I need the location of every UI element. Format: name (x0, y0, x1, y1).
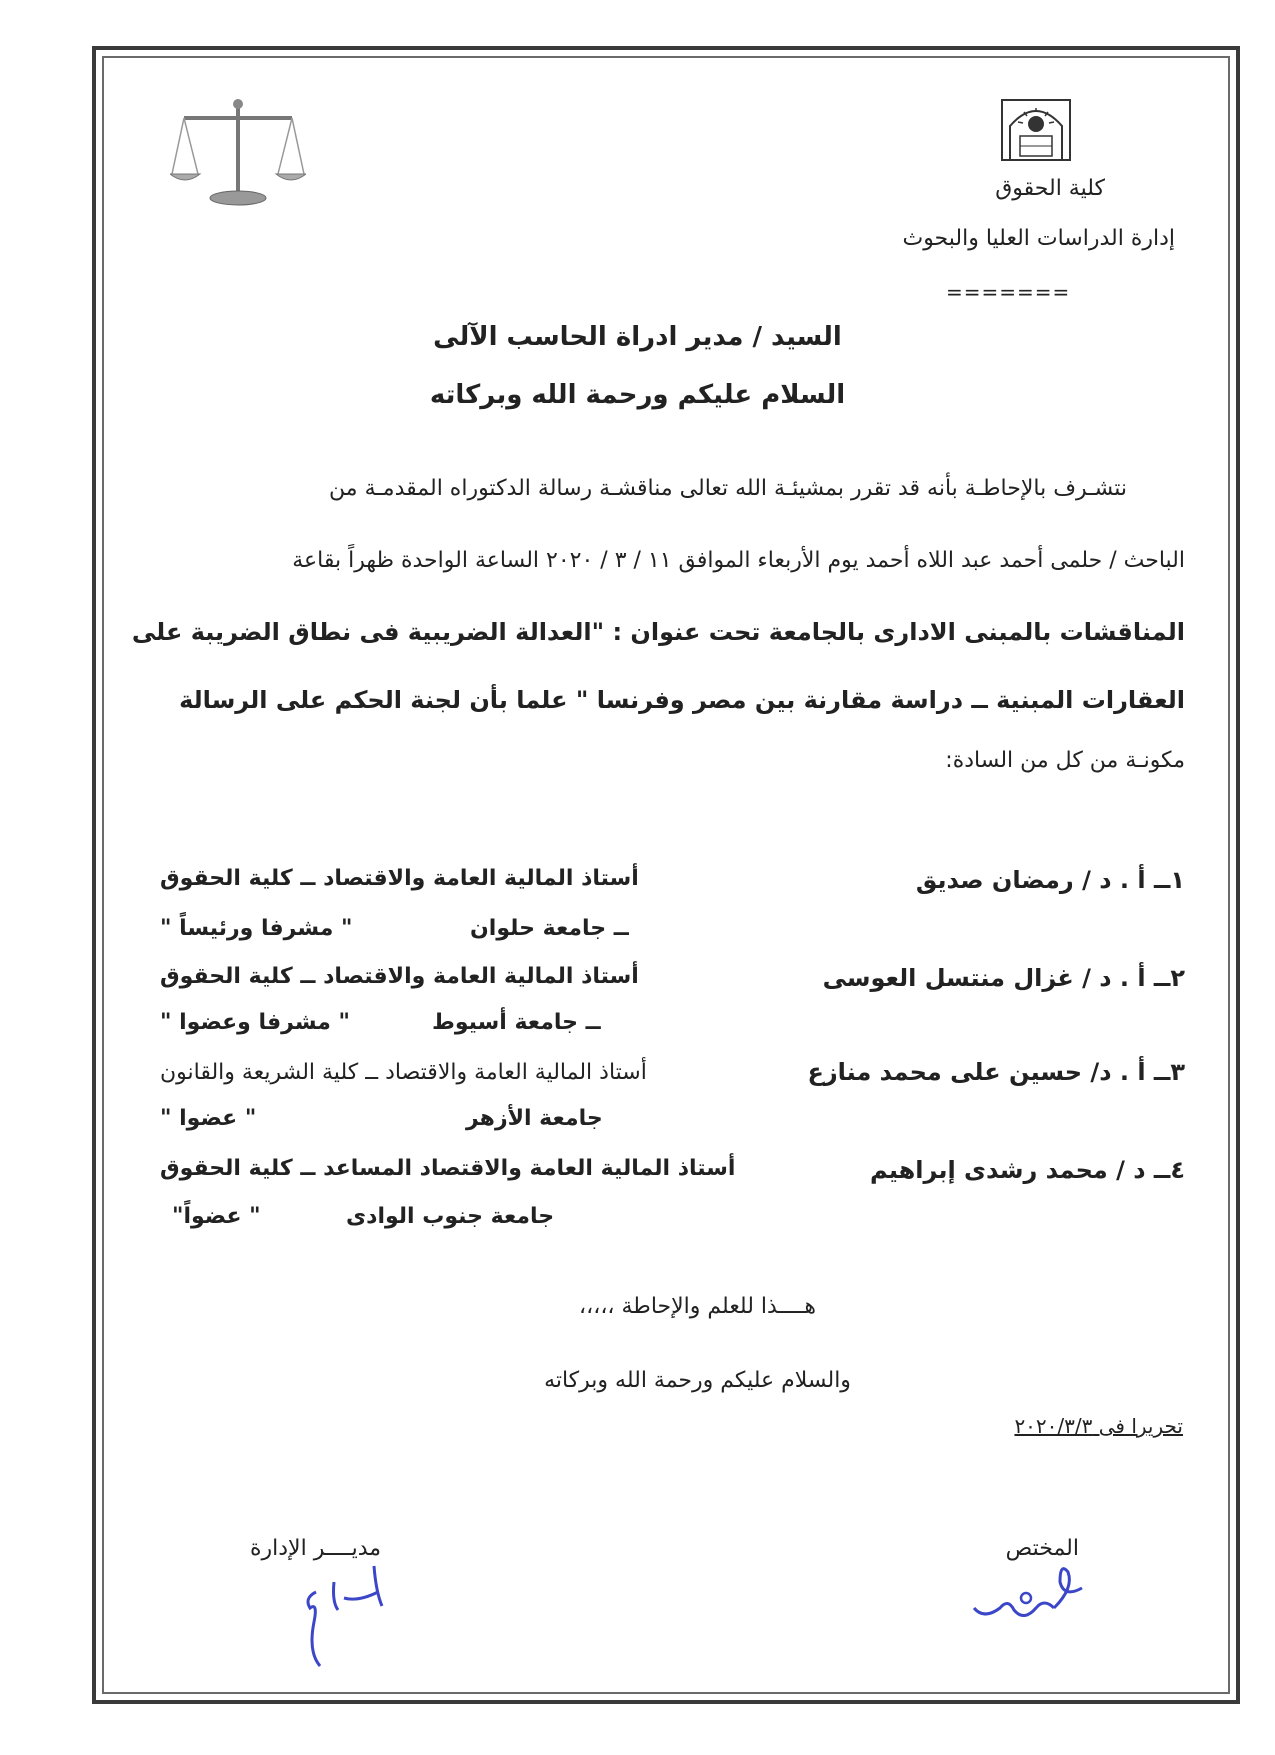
committee-member-title: أستاذ المالية العامة والاقتصاد ــ كلية الحقوق (160, 866, 639, 891)
closing-info-line: هــــذا للعلم والإحاطة ،،،،، (579, 1294, 816, 1319)
committee-member-title: أستاذ المالية العامة والاقتصاد ــ كلية الحقوق (160, 964, 639, 989)
faculty-name: كلية الحقوق (995, 176, 1105, 201)
department-name: إدارة الدراسات العليا والبحوث (902, 226, 1175, 251)
specialist-signature-icon (964, 1558, 1094, 1634)
committee-member-role: " مشرفا وعضوا " (160, 1010, 350, 1035)
body-line: الباحث / حلمى أحمد عبد اللاه أحمد يوم الأربعاء الموافق ١١ / ٣ / ٢٠٢٠ الساعة الواحدة ظهراً بقاعة (292, 548, 1185, 573)
closing-farewell: والسلام عليكم ورحمة الله وبركاته (544, 1368, 851, 1393)
body-line: مكونـة من كل من السادة: (945, 748, 1185, 773)
letter-addressee: السيد / مدير ادراة الحاسب الآلى (433, 322, 842, 352)
committee-member-role: " عضوا " (160, 1106, 257, 1131)
committee-member-name: ٣ــ أ . د/ حسين على محمد منازع (807, 1058, 1185, 1086)
committee-member-university: جامعة الأزهر (466, 1106, 603, 1131)
committee-member-name: ٢ــ أ . د / غزال منتسل العوسى (822, 964, 1185, 992)
manager-signature-icon (278, 1562, 398, 1674)
body-line: نتشـرف بالإحاطـة بأنه قد تقرر بمشيئـة الله تعالى مناقشـة رسالة الدكتوراه المقدمـة من (329, 476, 1127, 501)
committee-member-university: جامعة جنوب الوادى (346, 1204, 555, 1229)
scales-of-justice-icon (170, 96, 306, 208)
committee-member-name: ١ــ أ . د / رمضان صديق (915, 866, 1185, 894)
issue-date: تحريرا فى ٢٠٢٠/٣/٣ (1014, 1414, 1183, 1438)
manager-label: مديــــر الإدارة (250, 1536, 382, 1561)
committee-member-title: أستاذ المالية العامة والاقتصاد المساعد ــ كلية الحقوق (160, 1156, 736, 1181)
specialist-label: المختص (1005, 1536, 1079, 1561)
committee-member-university: ــ جامعة حلوان (470, 916, 629, 941)
committee-member-name: ٤ــ د / محمد رشدى إبراهيم (870, 1156, 1185, 1184)
body-line: المناقشات بالمبنى الادارى بالجامعة تحت عنوان : "العدالة الضريبية فى نطاق الضريبة على (131, 618, 1185, 646)
committee-member-university: ــ جامعة أسيوط (432, 1010, 601, 1035)
committee-member-title: أستاذ المالية العامة والاقتصاد ــ كلية الشريعة والقانون (160, 1060, 647, 1085)
letter-greeting: السلام عليكم ورحمة الله وبركاته (429, 380, 846, 410)
header-separator: ======= (946, 280, 1071, 304)
committee-member-role: " عضواً" (172, 1204, 261, 1229)
body-line: العقارات المبنية ــ دراسة مقارنة بين مصر وفرنسا " علما بأن لجنة الحكم على الرسالة (179, 686, 1185, 714)
committee-member-role: " مشرفا ورئيساً " (160, 916, 353, 941)
university-seal-icon (998, 96, 1074, 164)
